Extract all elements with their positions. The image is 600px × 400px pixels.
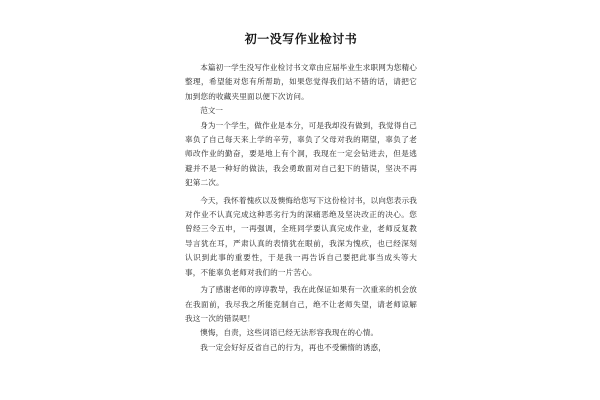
body-paragraph-2: 今天，我怀着愧疚以及懊悔给您写下这份检讨书，以向您表示我对作业不认真完成这种恶劣行为的深痛恶绝及坚决改正的决心。您曾经三令五申，一再强调，全班同学要认真完成作业，老师反复教导言犹在耳，严肃认真的表情犹在眼前，我深为愧疚，也已经深刻认识到此事的重要性，于是我一再告诉自己要把此事当成头等大事，不能辜负老师对我们的一片苦心。 bbox=[185, 195, 418, 277]
document-title: 初一没写作业检讨书 bbox=[244, 32, 358, 46]
document-page bbox=[185, 30, 417, 355]
body-paragraph-1: 身为一个学生，做作业是本分，可是我却没有做到，我觉得自己辜负了自己每天来上学的辛劳，辜负了父母对我的期望，辜负了老师改作业的勤奋，要是地上有个洞，我现在一定会钻进去，但是逃避并不是一种好的做法，我会勇敢面对自己犯下的错误，坚决不再犯第二次。 bbox=[185, 120, 418, 188]
body-paragraph-4: 懊悔，自责，这些词语已经无法形容我现在的心情。 bbox=[200, 328, 379, 338]
body-paragraph-5: 我一定会好好反省自己的行为，再也不受懒惰的诱惑， bbox=[200, 342, 387, 352]
body-paragraph-3: 为了感谢老师的谆谆教导，我在此保证如果有一次重来的机会放在我面前，我尽我之所能克制自己，绝不让老师失望，请老师谅解我这一次的错误吧！ bbox=[185, 285, 418, 323]
section-label: 范文一 bbox=[200, 106, 223, 116]
intro-paragraph: 本篇初一学生没写作业检讨书文章由应届毕业生求职网为您精心整理，希望能对您有所帮助，如果您觉得我们站不错的话，请把它加到您的收藏夹里面以便下次访问。 bbox=[185, 63, 418, 101]
